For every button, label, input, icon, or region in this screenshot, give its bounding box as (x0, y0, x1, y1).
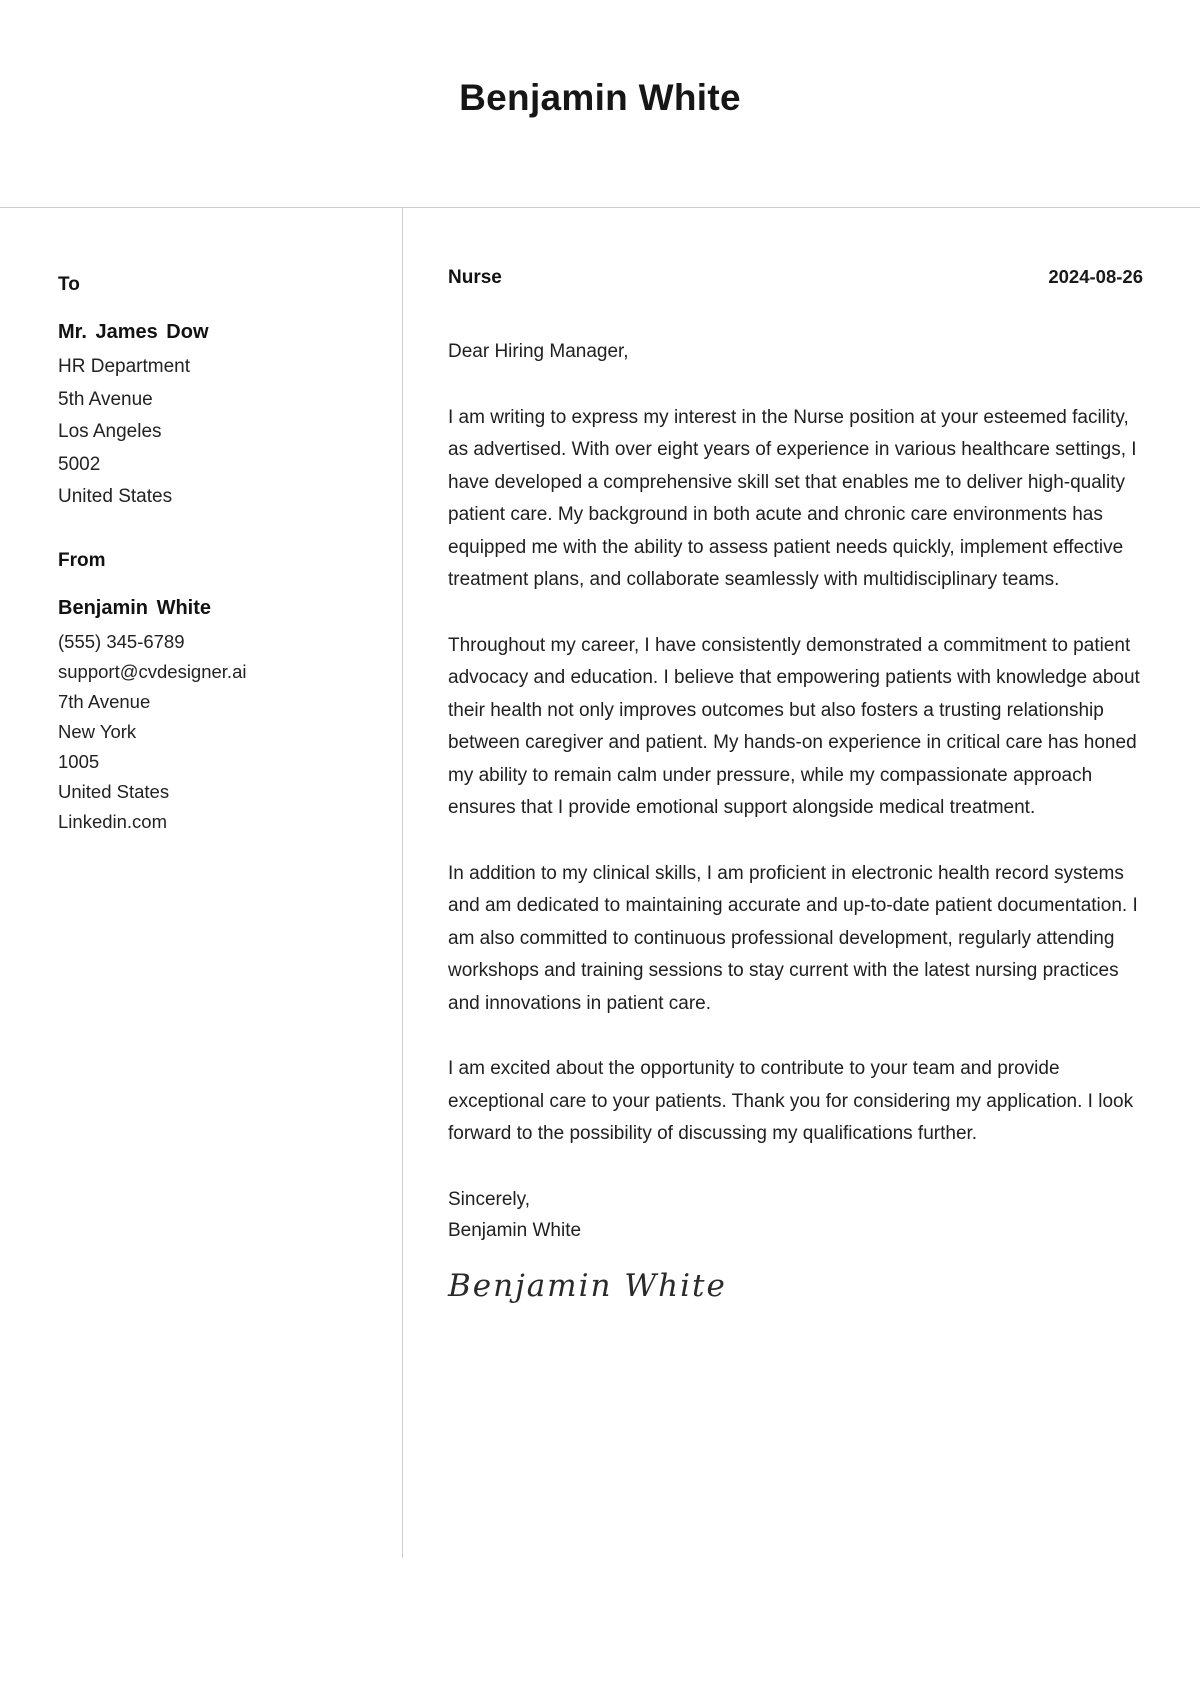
letter-body (448, 336, 1143, 1306)
recipient-name: Mr. James Dow (58, 321, 209, 343)
closing-block (448, 1184, 1143, 1246)
recipient-address-line: 5002 (58, 453, 101, 475)
body-paragraph: I am writing to express my interest in the Nurse position at your esteemed facility, as advertised. With over eight years of experience in various healthcare settings, I have developed a comprehensive skill set that enables me to deliver high-quality patient care. My background in both acute and chronic care environments has equipped me with the ability to assess patient needs quickly, implement effective treatment plans, and collaborate seamlessly with multidisciplinary teams. (448, 406, 1137, 590)
recipient-address-line: HR Department (58, 356, 190, 377)
sender-heading: From (58, 549, 106, 571)
page-title: Benjamin White (459, 77, 741, 118)
sender-linkedin: Linkedin.com (58, 810, 168, 832)
signed-name: Benjamin White (448, 1219, 582, 1241)
letter-header (0, 0, 1200, 208)
letter-content (0, 208, 1200, 1558)
job-title: Nurse (448, 267, 502, 288)
handwritten-signature: Benjamin White (448, 1267, 727, 1304)
sender-contact (58, 627, 374, 837)
salutation: Dear Hiring Manager, (448, 341, 629, 362)
recipient-address (58, 351, 374, 514)
sender-address-line: 7th Avenue (58, 690, 151, 712)
letter-date: 2024-08-26 (1048, 266, 1143, 287)
recipient-address-line: United States (58, 486, 173, 507)
sender-name: Benjamin White (58, 596, 212, 619)
address-sidebar (0, 208, 403, 1558)
body-paragraph: Throughout my career, I have consistently demonstrated a commitment to patient advocacy and education. I believe that empowering patients with knowledge about their health not only improves outcomes but also fosters a trusting relationship between caregiver and patient. My hands-on experience in critical care has honed my ability to remain calm under pressure, while my compassionate approach ensures that I provide emotional support alongside medical treatment. (448, 634, 1140, 818)
recipient-address-line: 5th Avenue (58, 388, 153, 410)
sender-address-line: United States (58, 780, 170, 802)
sender-phone: (555) 345-6789 (58, 630, 185, 652)
recipient-heading: To (58, 274, 80, 295)
body-paragraph: I am excited about the opportunity to contribute to your team and provide exceptional care to your patients. Thank you for considering my application. I look forward to the possibility of discussing my qualifications further. (448, 1058, 1134, 1144)
body-paragraph: In addition to my clinical skills, I am proficient in electronic health record systems and am dedicated to maintaining accurate and up-to-date patient documentation. I am also committed to continuous professional development, regularly attending workshops and training sessions to stay current with the latest nursing practices and innovations in patient care. (448, 862, 1138, 1014)
sender-address-line: New York (58, 720, 137, 742)
letter-head-row (448, 265, 1143, 290)
letter-main-column (403, 208, 1200, 1558)
sender-email: support@cvdesigner.ai (58, 660, 247, 682)
closing-word: Sincerely, (448, 1188, 531, 1210)
recipient-address-line: Los Angeles (58, 421, 162, 442)
sender-address-line: 1005 (58, 750, 100, 772)
